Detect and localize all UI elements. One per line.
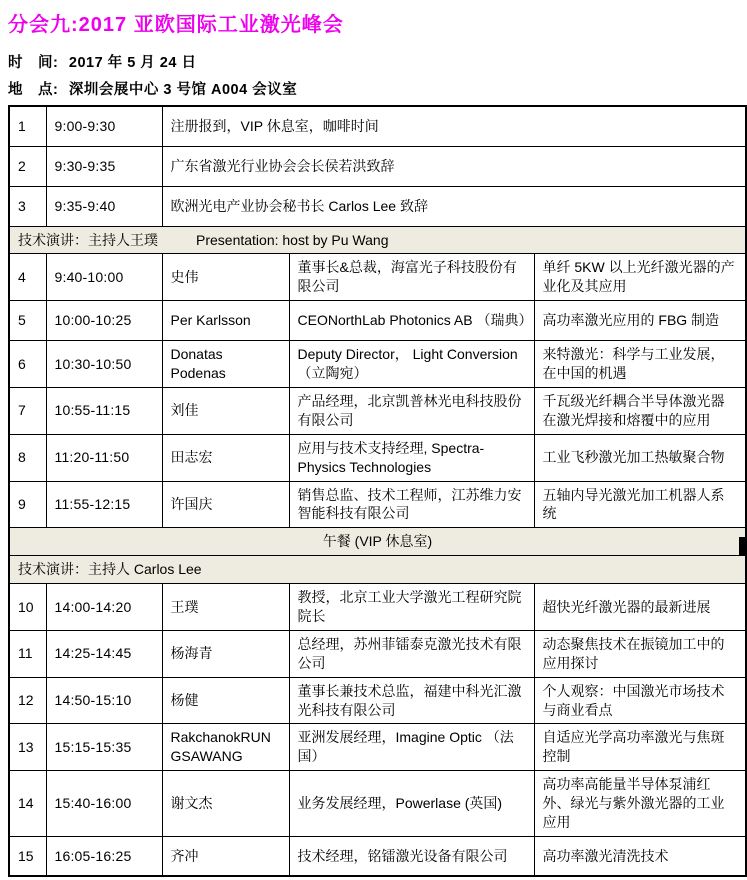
row-number-cell: 7 — [9, 387, 46, 434]
affiliation-cell: 总经理，苏州菲镭泰克激光技术有限公司 — [289, 630, 534, 677]
agenda-row — [9, 186, 746, 226]
section-header-cell — [9, 556, 746, 584]
speaker-cell: 齐冲 — [162, 836, 289, 876]
affiliation-cell: 销售总监、技术工程师，江苏维力安智能科技有限公司 — [289, 481, 534, 528]
agenda-table — [8, 105, 747, 877]
topic-cell: 高功率激光清洗技术 — [534, 836, 746, 876]
speaker-cell: 史伟 — [162, 254, 289, 301]
meta-location-line — [8, 78, 745, 99]
speaker-cell: 王璞 — [162, 584, 289, 631]
topic-cell: 超快光纤激光器的最新进展 — [534, 584, 746, 631]
description-cell: 欧洲光电产业协会秘书长 Carlos Lee 致辞 — [162, 186, 746, 226]
time-cell: 14:25-14:45 — [46, 630, 162, 677]
topic-cell: 高功率激光应用的 FBG 制造 — [534, 301, 746, 341]
topic-cell: 动态聚焦技术在振镜加工中的应用探讨 — [534, 630, 746, 677]
affiliation-cell: 董事长兼技术总监，福建中科光汇激光科技有限公司 — [289, 677, 534, 724]
topic-cell: 个人观察：中国激光市场技术与商业看点 — [534, 677, 746, 724]
time-cell: 16:05-16:25 — [46, 836, 162, 876]
row-number-cell: 6 — [9, 341, 46, 388]
speaker-cell: 田志宏 — [162, 434, 289, 481]
section-title-cn: 技术演讲：主持人 Carlos Lee — [18, 561, 202, 578]
lunch-row — [9, 528, 746, 556]
row-number-cell: 13 — [9, 724, 46, 771]
affiliation-cell: 业务发展经理，Powerlase (英国) — [289, 771, 534, 837]
speaker-cell: 刘佳 — [162, 387, 289, 434]
row-number-cell: 4 — [9, 254, 46, 301]
meta-time-line — [8, 51, 745, 72]
lunch-cell: 午餐 (VIP 休息室) — [9, 528, 746, 556]
meta-time-value: 2017 年 5 月 24 日 — [68, 55, 197, 71]
meta-location-label: 地 点: — [8, 82, 59, 98]
time-cell: 10:30-10:50 — [46, 341, 162, 388]
talk-row — [9, 630, 746, 677]
talk-row — [9, 387, 746, 434]
affiliation-cell: 董事长&总裁，海富光子科技股份有限公司 — [289, 254, 534, 301]
talk-row — [9, 724, 746, 771]
row-number-cell: 10 — [9, 584, 46, 631]
time-cell: 9:00-9:30 — [46, 106, 162, 146]
topic-cell: 工业飞秒激光加工热敏聚合物 — [534, 434, 746, 481]
affiliation-cell: 技术经理，铭镭激光设备有限公司 — [289, 836, 534, 876]
row-number-cell: 14 — [9, 771, 46, 837]
topic-cell: 单纤 5KW 以上光纤激光器的产业化及其应用 — [534, 254, 746, 301]
time-cell: 15:40-16:00 — [46, 771, 162, 837]
agenda-row — [9, 146, 746, 186]
row-number-cell: 8 — [9, 434, 46, 481]
time-cell: 9:35-9:40 — [46, 186, 162, 226]
speaker-cell: 谢文杰 — [162, 771, 289, 837]
talk-row — [9, 677, 746, 724]
time-cell: 15:15-15:35 — [46, 724, 162, 771]
topic-cell: 自适应光学高功率激光与焦斑控制 — [534, 724, 746, 771]
affiliation-cell: 教授，北京工业大学激光工程研究院院长 — [289, 584, 534, 631]
time-cell: 9:40-10:00 — [46, 254, 162, 301]
affiliation-cell: 应用与技术支持经理, Spectra-Physics Technologies — [289, 434, 534, 481]
row-number-cell: 3 — [9, 186, 46, 226]
row-number-cell: 9 — [9, 481, 46, 528]
page-title: 分会九:2017 亚欧国际工业激光峰会 — [8, 14, 344, 36]
time-cell: 11:20-11:50 — [46, 434, 162, 481]
speaker-cell: 许国庆 — [162, 481, 289, 528]
talk-row — [9, 301, 746, 341]
row-number-cell: 5 — [9, 301, 46, 341]
talk-row — [9, 254, 746, 301]
row-number-cell: 11 — [9, 630, 46, 677]
row-number-cell: 12 — [9, 677, 46, 724]
description-cell: 注册报到，VIP 休息室，咖啡时间 — [162, 106, 746, 146]
section-header-row — [9, 556, 746, 584]
speaker-cell: Donatas Podenas — [162, 341, 289, 388]
talk-row — [9, 481, 746, 528]
affiliation-cell: 产品经理，北京凯普林光电科技股份有限公司 — [289, 387, 534, 434]
agenda-row — [9, 106, 746, 146]
right-edge-marker-icon — [739, 537, 747, 556]
speaker-cell: RakchanokRUNGSAWANG — [162, 724, 289, 771]
speaker-cell: 杨海青 — [162, 630, 289, 677]
row-number-cell: 15 — [9, 836, 46, 876]
talk-row — [9, 836, 746, 876]
affiliation-cell: 亚洲发展经理，Imagine Optic （法国） — [289, 724, 534, 771]
topic-cell: 来特激光：科学与工业发展，在中国的机遇 — [534, 341, 746, 388]
speaker-cell: Per Karlsson — [162, 301, 289, 341]
time-cell: 10:55-11:15 — [46, 387, 162, 434]
description-cell: 广东省激光行业协会会长侯若洪致辞 — [162, 146, 746, 186]
time-cell: 9:30-9:35 — [46, 146, 162, 186]
time-cell: 14:50-15:10 — [46, 677, 162, 724]
talk-row — [9, 584, 746, 631]
talk-row — [9, 341, 746, 388]
affiliation-cell: Deputy Director， Light Conversion（立陶宛） — [289, 341, 534, 388]
section-header-cell — [9, 226, 746, 254]
time-cell: 10:00-10:25 — [46, 301, 162, 341]
topic-cell: 高功率高能量半导体泵浦红外、绿光与紫外激光器的工业应用 — [534, 771, 746, 837]
meta-time-label: 时 间: — [8, 55, 59, 71]
row-number-cell: 1 — [9, 106, 46, 146]
section-title-cn: 技术演讲：主持人王璞 — [18, 231, 158, 248]
meta-location-value: 深圳会展中心 3 号馆 A004 会议室 — [68, 82, 298, 98]
topic-cell: 千瓦级光纤耦合半导体激光器在激光焊接和熔覆中的应用 — [534, 387, 746, 434]
affiliation-cell: CEONorthLab Photonics AB （瑞典） — [289, 301, 534, 341]
speaker-cell: 杨健 — [162, 677, 289, 724]
row-number-cell: 2 — [9, 146, 46, 186]
section-title-en: Presentation: host by Pu Wang — [196, 231, 389, 248]
talk-row — [9, 434, 746, 481]
section-header-row — [9, 226, 746, 254]
talk-row — [9, 771, 746, 837]
time-cell: 14:00-14:20 — [46, 584, 162, 631]
topic-cell: 五轴内导光激光加工机器人系统 — [534, 481, 746, 528]
time-cell: 11:55-12:15 — [46, 481, 162, 528]
